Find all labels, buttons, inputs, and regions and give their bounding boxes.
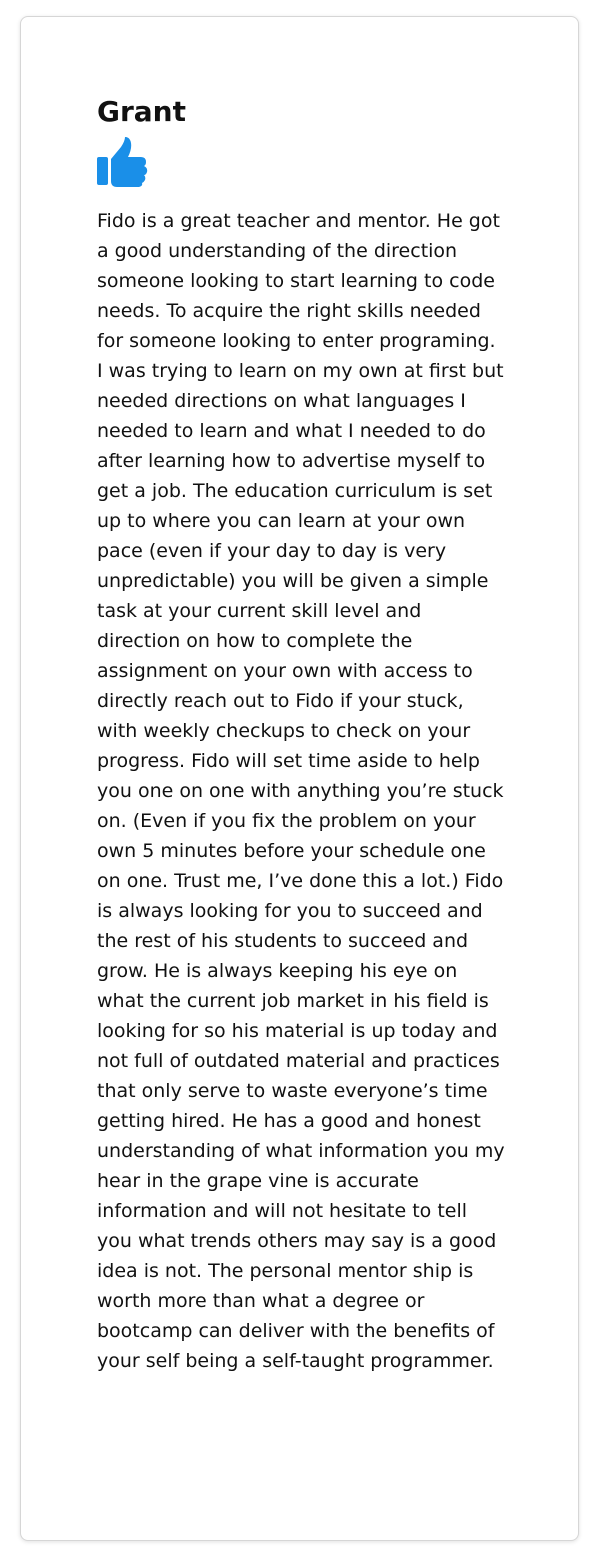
review-card — [20, 16, 579, 1541]
review-content — [97, 95, 507, 1376]
review-text: Fido is a great teacher and mentor. He got a good understanding of the direction someone looking to start learning to code needs. To acquire the right skills needed for someone looking to enter programing. I was trying to learn on my own at first but needed directions on what languages I needed to learn and what I needed to do after learning how to advertise myself to get a job. The education curriculum is set up to where you can learn at your own pace (even if your day to day is very unpredictable) you will be given a simple task at your current skill level and direction on how to complete the assignment on your own with access to directly reach out to Fido if your stuck, with weekly checkups to check on your progress. Fido will set time aside to help you one on one with anything you’re stuck on. (Even if you fix the problem on your own 5 minutes before your schedule one on one. Trust me, I’ve done this a lot.) Fido is always looking for you to succeed and the rest of his students to succeed and grow. He is always keeping his eye on what the current job market in his field is looking for so his material is up today and not full of outdated material and practices that only serve to waste everyone’s time getting hired. He has a good and honest understanding of what information you my hear in the grape vine is accurate information and will not hesitate to tell you what trends others may say is a good idea is not. The personal mentor ship is worth more than what a degree or bootcamp can deliver with the benefits of your self being a self-taught programmer. — [97, 210, 505, 1372]
reviewer-name: Grant — [97, 95, 187, 128]
thumbs-up-icon — [97, 137, 151, 187]
